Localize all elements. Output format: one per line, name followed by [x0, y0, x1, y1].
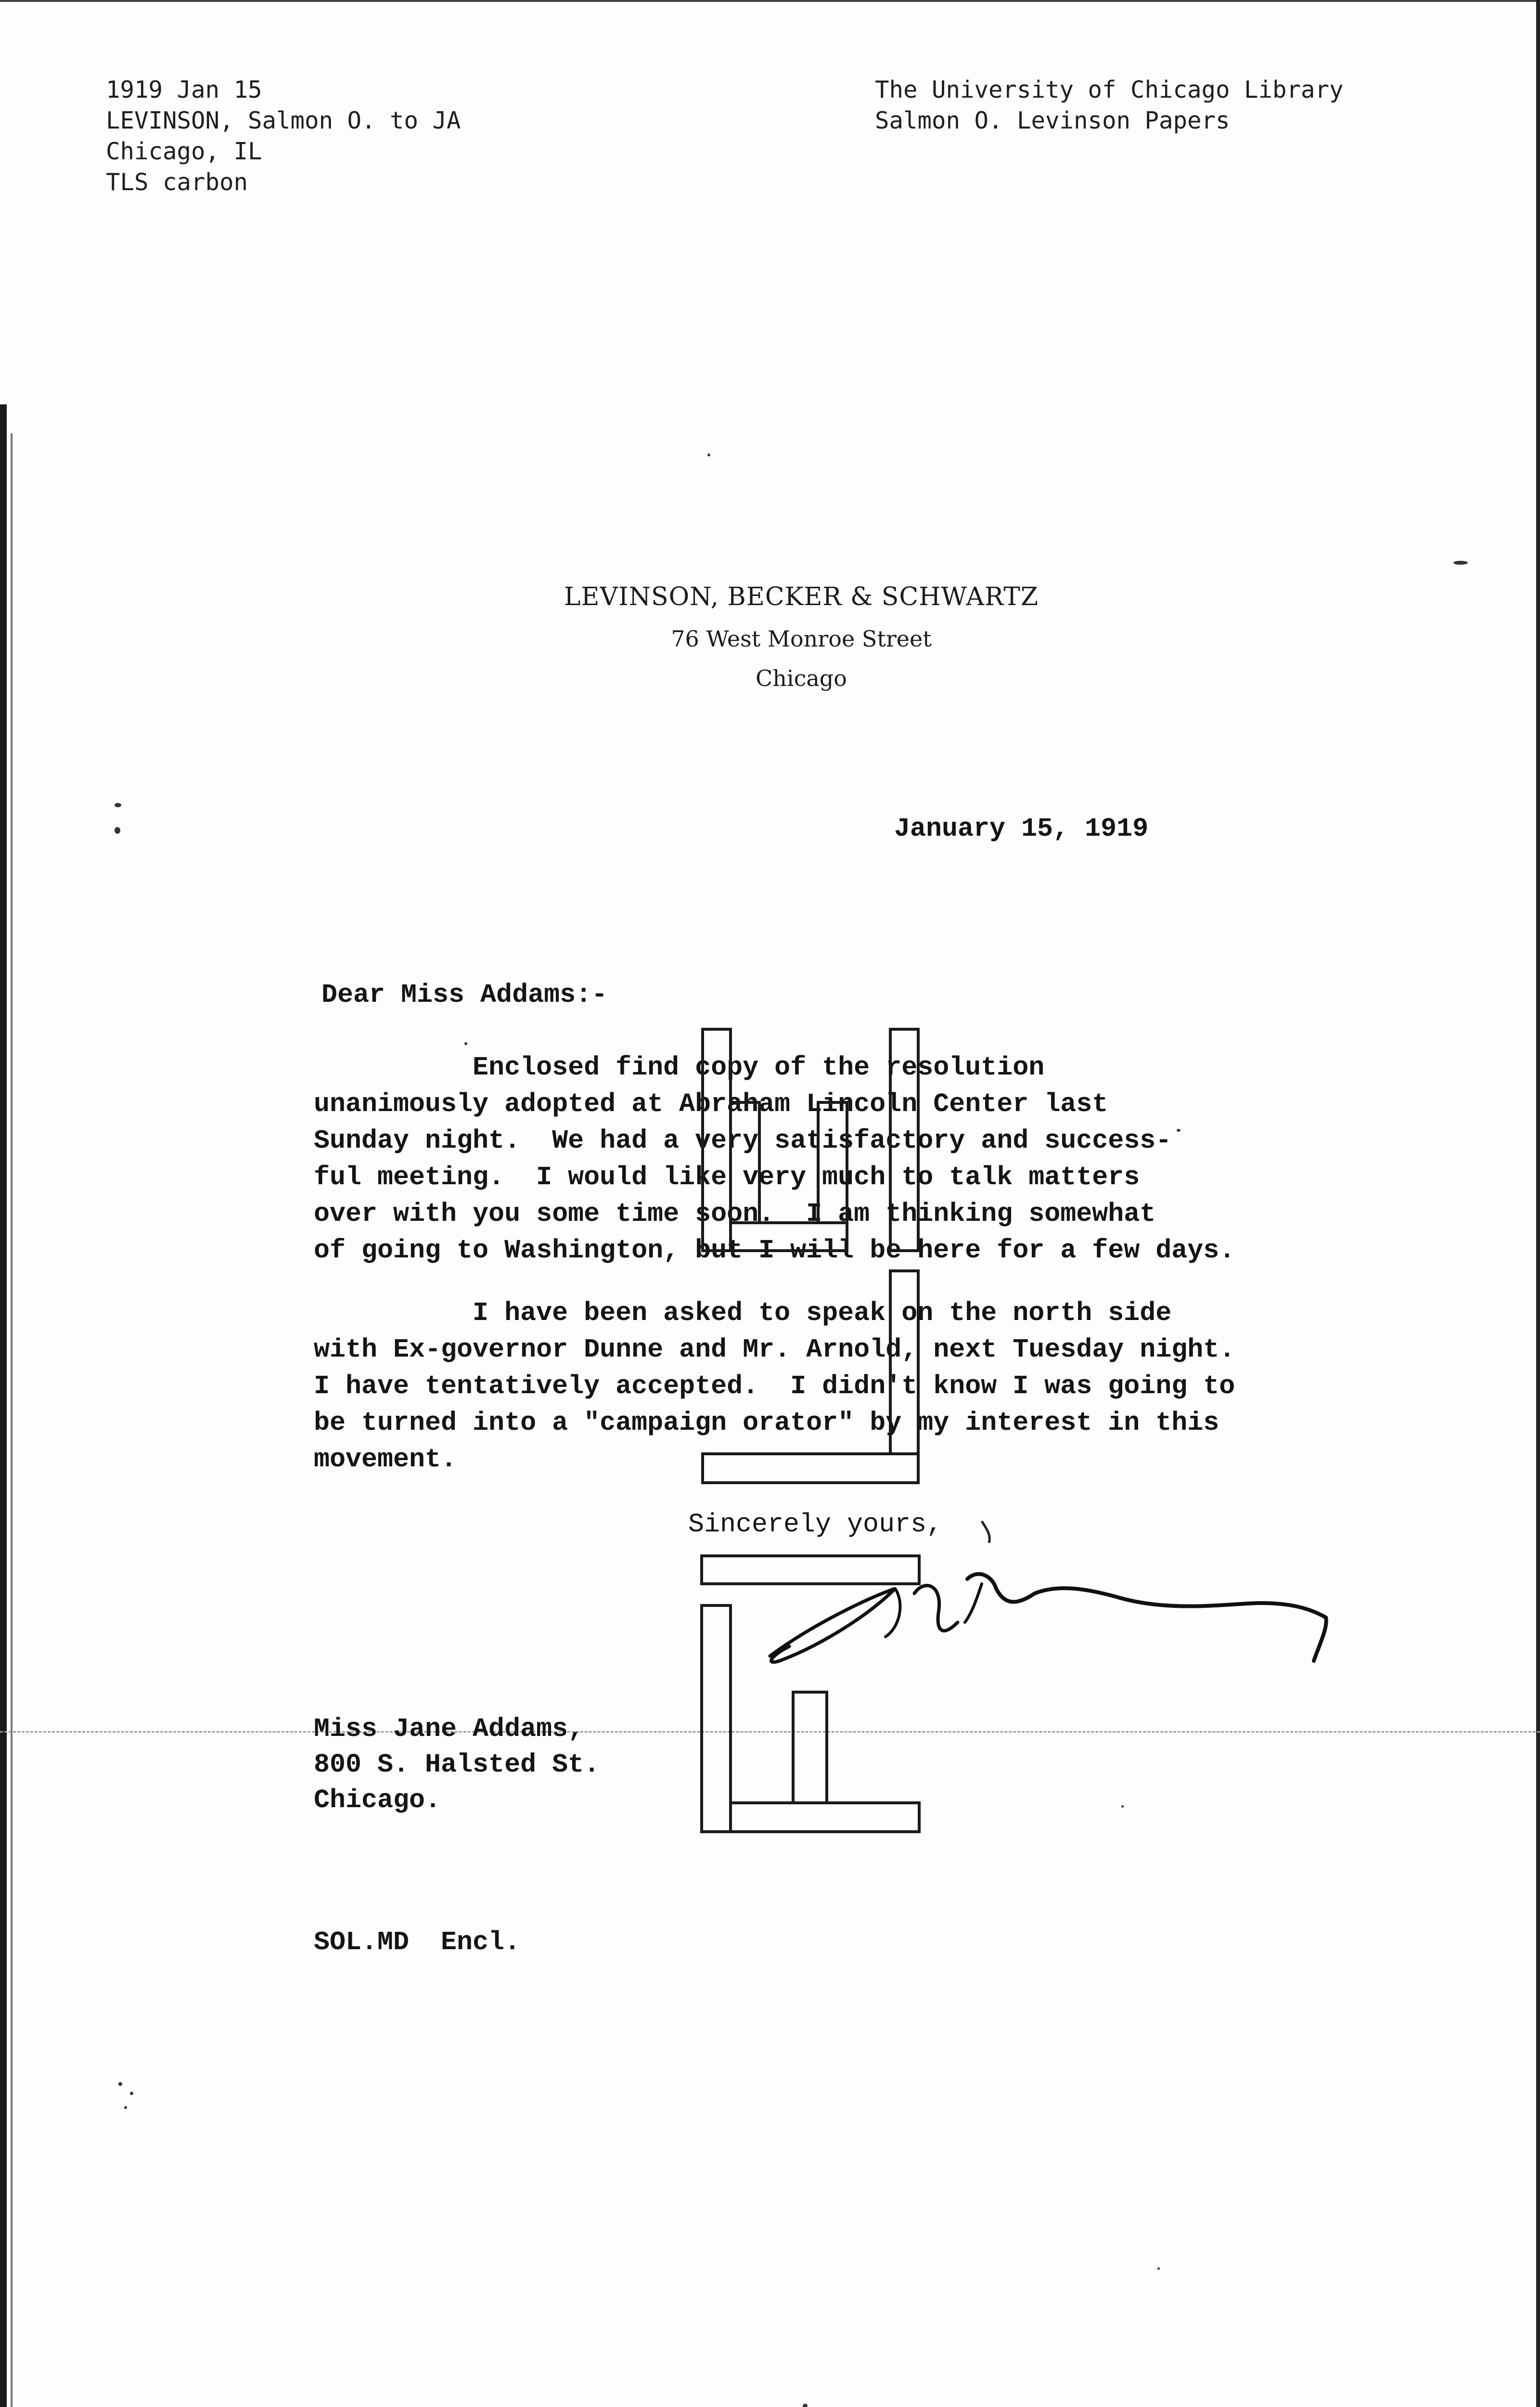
- letterhead-street: 76 West Monroe Street: [671, 626, 932, 652]
- archive-label-left: [106, 75, 461, 198]
- salutation: Dear Miss Addams:-: [321, 980, 608, 1010]
- letter-date: January 15, 1919: [894, 814, 1149, 844]
- closing: Sincerely yours,: [688, 1509, 943, 1540]
- addressee-block: [314, 1711, 600, 1818]
- stamp-stroke: [702, 1556, 919, 1584]
- scan-right-edge: [1536, 0, 1540, 2407]
- stamp-stroke: [702, 1605, 731, 1832]
- archive-left-line: Chicago, IL: [106, 138, 262, 165]
- addressee-line: Miss Jane Addams,: [314, 1714, 584, 1744]
- letterhead-firm: LEVINSON, BECKER & SCHWARTZ: [564, 582, 1039, 611]
- signature-tick: [982, 1521, 989, 1543]
- archive-right-line: Salmon O. Levinson Papers: [875, 107, 1230, 134]
- scan-left-edge-line: [11, 433, 13, 2407]
- letterhead-city: Chicago: [756, 665, 847, 691]
- signature: [770, 1574, 1326, 1662]
- scan-left-edge: [0, 404, 7, 2407]
- stamp-stroke: [793, 1692, 827, 1803]
- archive-left-line: 1919 Jan 15: [106, 76, 262, 104]
- reference-initials: SOL.MD Encl.: [314, 1927, 521, 1957]
- addressee-line: Chicago.: [314, 1785, 441, 1815]
- archive-right-line: The University of Chicago Library: [875, 76, 1344, 104]
- stamp-stroke: [731, 1803, 919, 1832]
- paragraph-2: I have been asked to speak on the north side with Ex-governor Dunne and Mr. Arnold, next Tuesday night. I have tentatively accepted. I didn't know I was going to be turned into a "campaign orator" by my interest in this movement.: [314, 1298, 1235, 1475]
- scan-top-edge: [0, 0, 1540, 2]
- archive-label-right: [875, 75, 1344, 136]
- paragraph-1: Enclosed find copy of the resolution unanimously adopted at Abraham Lincoln Center last Sunday night. We had a very satisfactory and success- ful meeting. I would like very much to talk matters over with you some time soon. I am thinking somewhat of going to Washington, but I will be here for a few days.: [314, 1052, 1235, 1266]
- addressee-line: 800 S. Halsted St.: [314, 1749, 600, 1780]
- fold-line: [0, 1731, 1540, 1733]
- archive-left-line: LEVINSON, Salmon O. to JA: [106, 107, 461, 134]
- archive-left-line: TLS carbon: [106, 168, 248, 196]
